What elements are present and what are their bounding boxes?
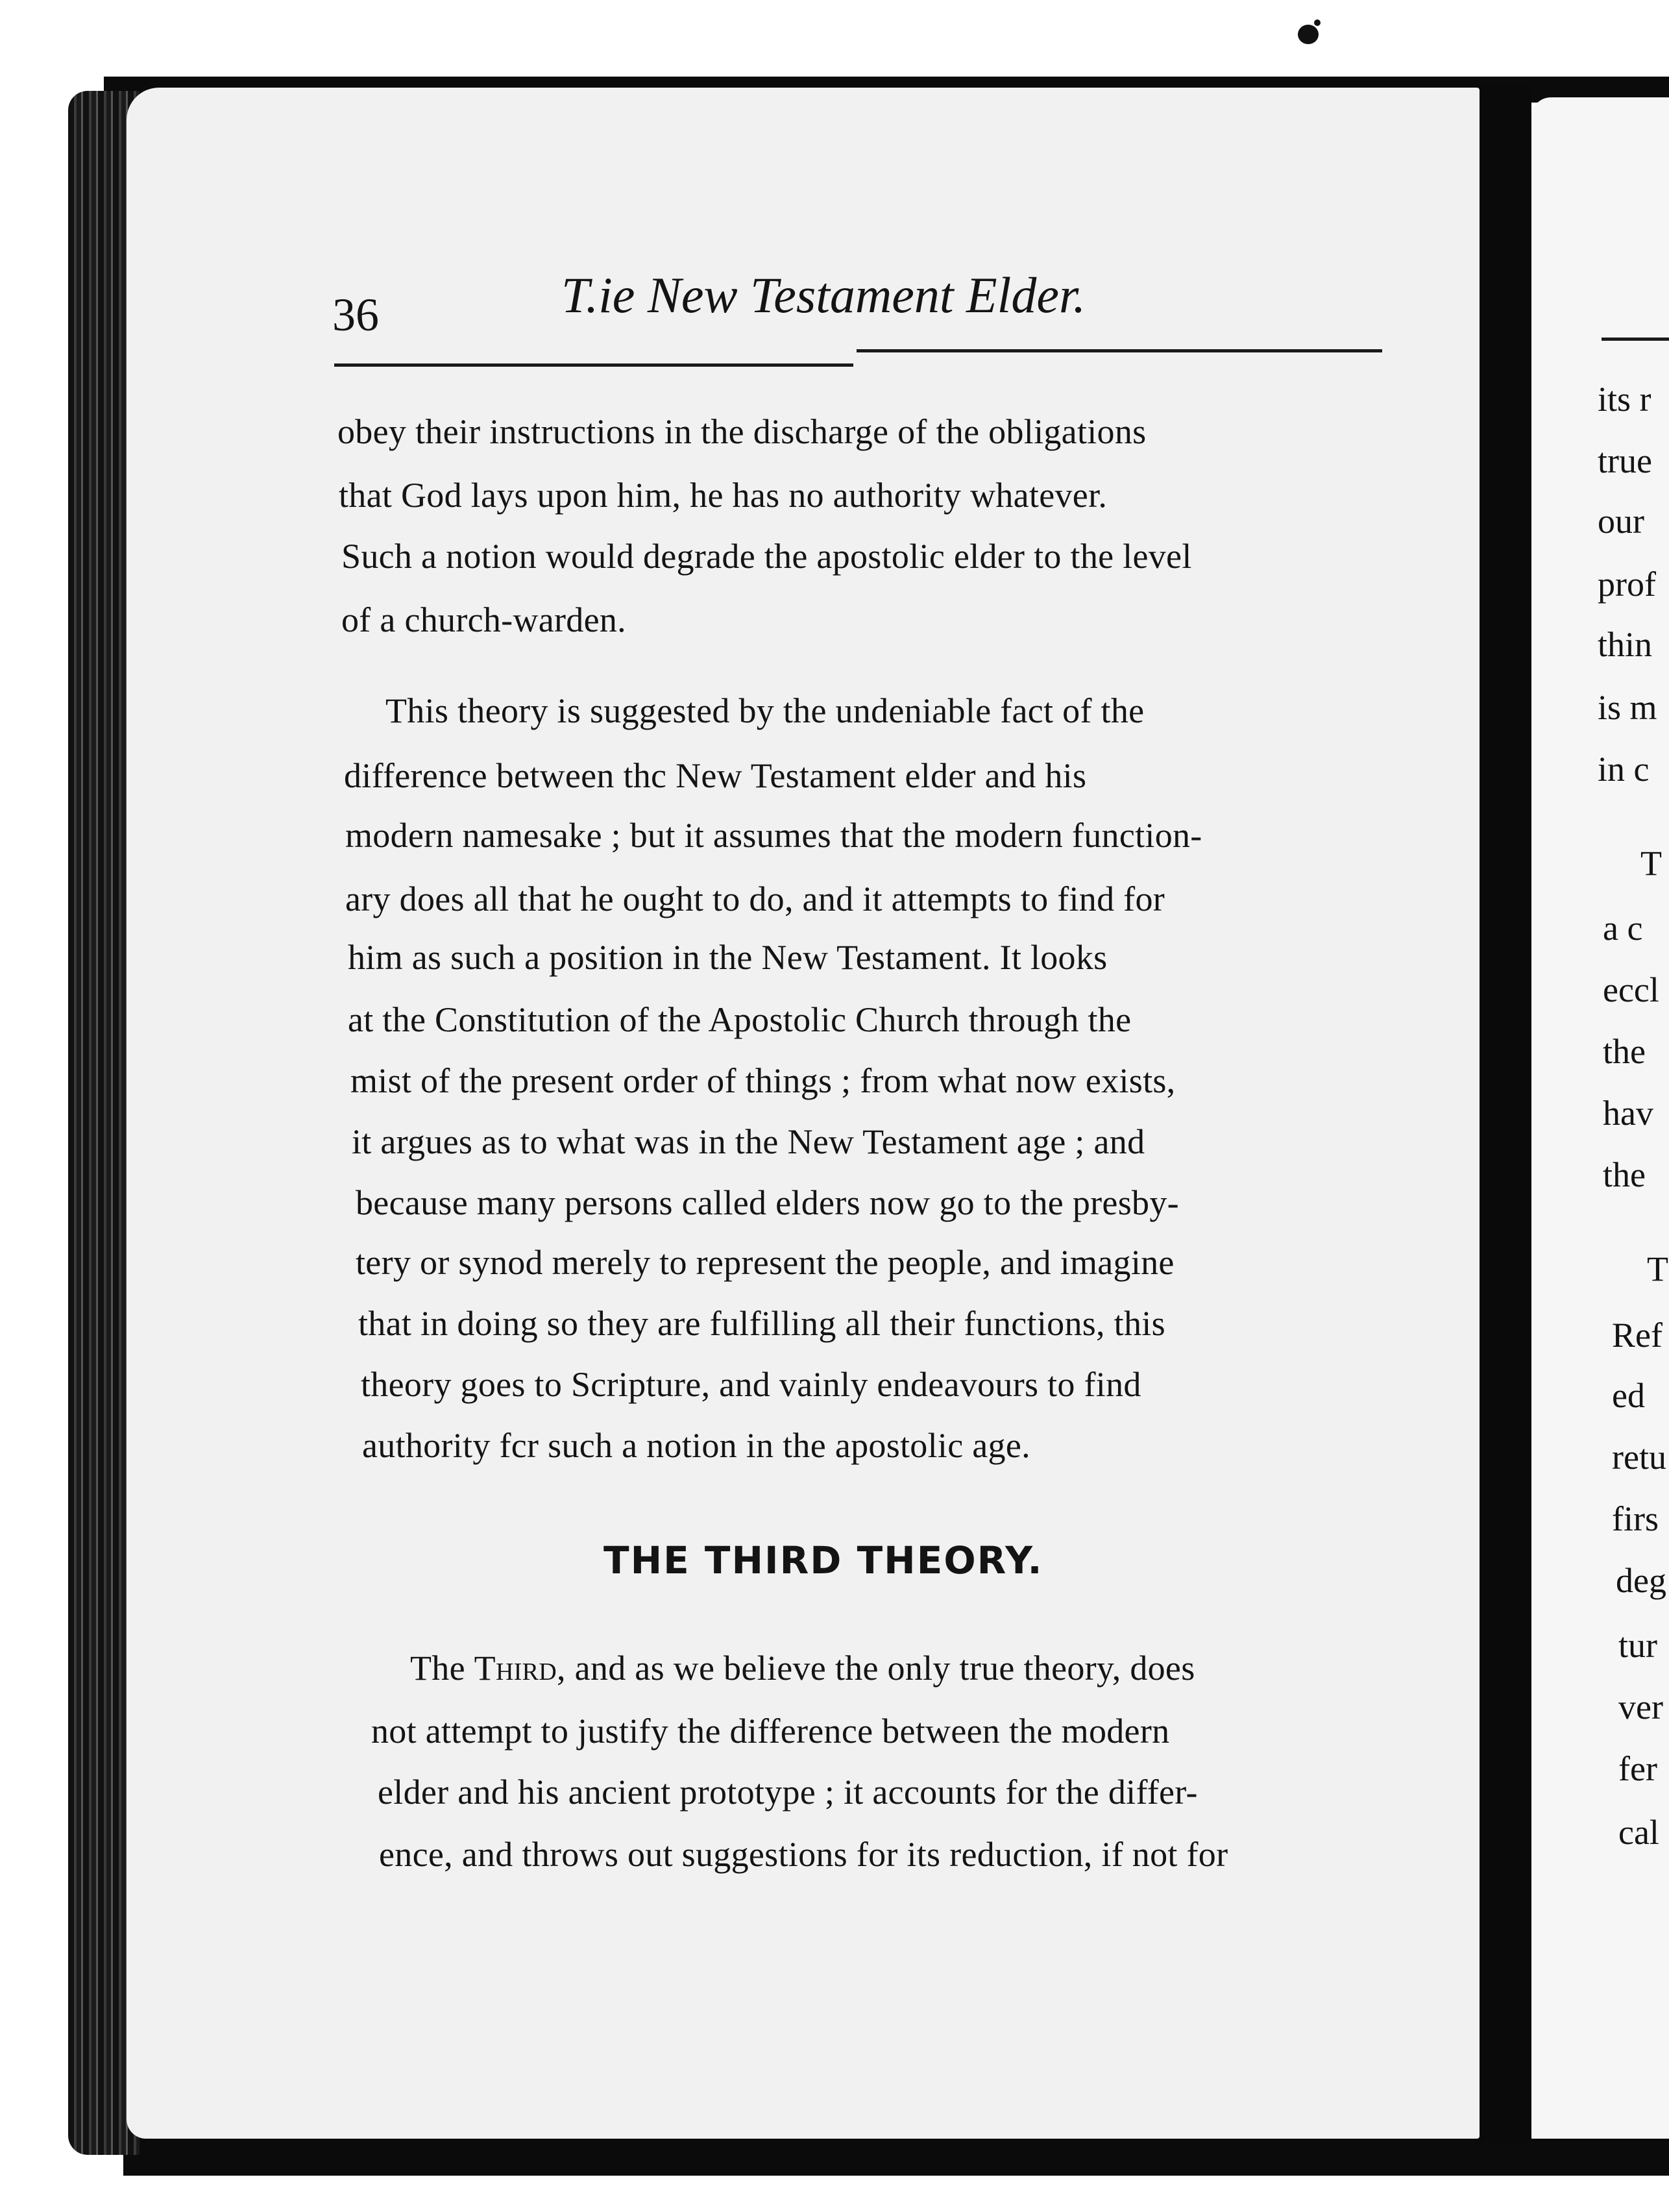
right-page-fragment: T <box>1647 1249 1668 1288</box>
right-page-fragment: fer <box>1618 1749 1657 1788</box>
text-line: at the Constitution of the Apostolic Church through the <box>348 1000 1132 1039</box>
right-page-fragment: its r <box>1598 380 1651 419</box>
right-page-fragment: ed <box>1612 1376 1645 1415</box>
text-line: Such a notion would degrade the apostolic elder to the level <box>341 537 1192 576</box>
text-line: it argues as to what was in the New Testament age ; and <box>352 1122 1145 1161</box>
right-page-fragment: firs <box>1612 1499 1659 1538</box>
running-head: T.ie New Testament Elder. <box>561 267 1086 323</box>
text-line: elder and his ancient prototype ; it accounts for the differ- <box>378 1773 1198 1812</box>
right-page-fragment: T <box>1640 844 1662 883</box>
scan-speck <box>1314 19 1321 26</box>
text-line: difference between thc New Testament elder and his <box>344 756 1087 795</box>
right-page-fragment: Ref <box>1612 1316 1663 1355</box>
text-line: ary does all that he ought to do, and it attempts to find for <box>345 879 1165 918</box>
right-page-fragment: deg <box>1616 1561 1666 1600</box>
right-page-fragment: in c <box>1598 750 1650 789</box>
text-line: This theory is suggested by the undeniable fact of the <box>385 691 1145 730</box>
right-page-fragment: is m <box>1598 688 1657 727</box>
text-span: The <box>410 1649 474 1688</box>
right-page-fragment: true <box>1598 441 1652 480</box>
text-line: because many persons called elders now go to the presby- <box>356 1183 1179 1222</box>
page-gutter <box>1480 84 1531 2142</box>
text-line: theory goes to Scripture, and vainly endeavours to find <box>361 1365 1141 1404</box>
right-page-fragment: eccl <box>1603 970 1659 1009</box>
text-span: , and as we believe the only true theory, does <box>557 1649 1195 1688</box>
text-line: modern namesake ; but it assumes that the modern function- <box>345 816 1202 855</box>
bottom-shadow <box>123 2137 1669 2176</box>
text-line: of a church-warden. <box>341 600 626 639</box>
right-page-fragment: prof <box>1598 565 1656 604</box>
right-page-fragment: ver <box>1618 1688 1663 1727</box>
text-line: that in doing so they are fulfilling all their functions, this <box>358 1304 1165 1343</box>
small-caps-word: Third <box>474 1649 557 1688</box>
right-header-rule <box>1602 338 1669 341</box>
text-line: authority fcr such a notion in the apostolic age. <box>362 1426 1030 1465</box>
right-page-fragment: hav <box>1603 1094 1653 1133</box>
text-line: mist of the present order of things ; from what now exists, <box>350 1061 1176 1100</box>
text-line: him as such a position in the New Testament. It looks <box>348 938 1108 977</box>
section-heading: THE THIRD THEORY. <box>603 1538 1043 1582</box>
text-line <box>410 1645 1195 1691</box>
right-page-fragment: tur <box>1618 1626 1657 1665</box>
right-page-fragment: thin <box>1598 625 1653 664</box>
page-number: 36 <box>332 289 379 341</box>
left-page <box>127 88 1480 2139</box>
text-line: obey their instructions in the discharge of the obligations <box>337 412 1147 451</box>
text-line: not attempt to justify the difference between the modern <box>371 1712 1170 1751</box>
right-page-fragment: the <box>1603 1155 1646 1194</box>
right-page-fragment: retu <box>1612 1438 1666 1477</box>
text-line: that God lays upon him, he has no authority whatever. <box>339 476 1108 515</box>
text-line: tery or synod merely to represent the people, and imagine <box>356 1243 1175 1282</box>
scan-speck <box>1298 25 1319 44</box>
right-page-fragment: the <box>1603 1032 1646 1071</box>
text-line: ence, and throws out suggestions for its reduction, if not for <box>379 1835 1228 1874</box>
right-page-fragment: our <box>1598 502 1644 541</box>
right-page-fragment: a c <box>1603 909 1643 948</box>
header-rule <box>334 363 853 367</box>
right-page-fragment: cal <box>1618 1813 1659 1852</box>
header-rule <box>857 349 1382 352</box>
